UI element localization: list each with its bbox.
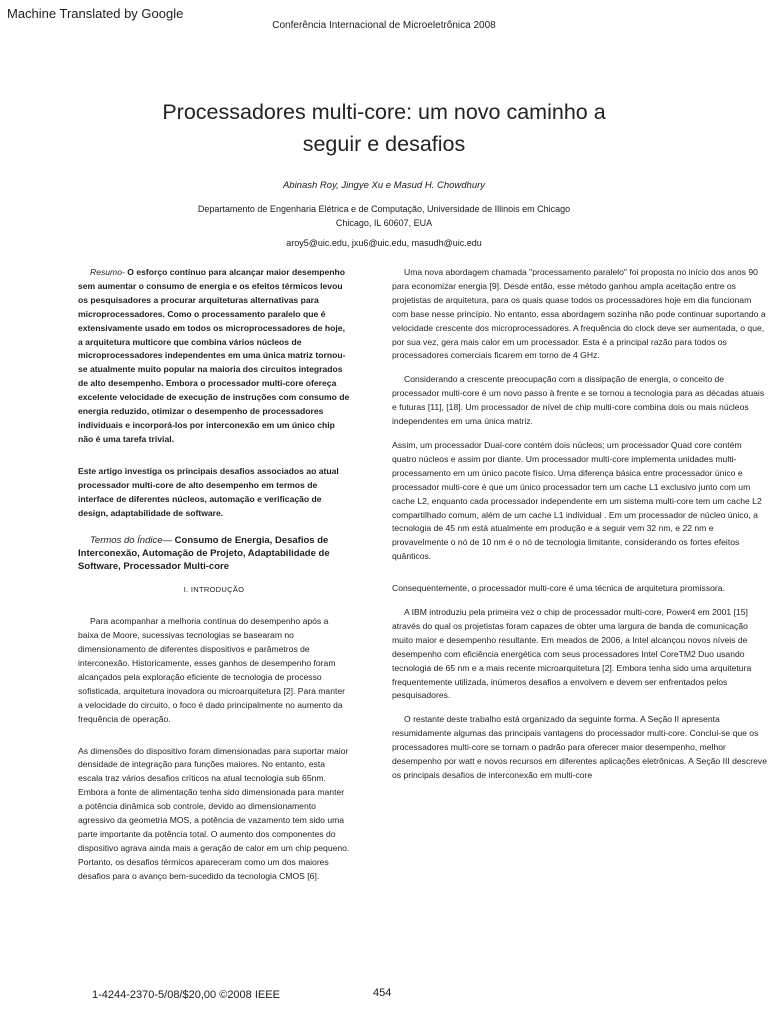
index-terms [78, 534, 350, 573]
paper-title-line-2: seguir e desafios [302, 132, 466, 156]
abstract-text: O esforço contínuo para alcançar maior desempenho sem aumentar o consumo de energia e os efeitos térmicos levou os pesquisadores a procurar arquiteturas alternativas para microprocessadores. Como o processamento paralelo que é extensivamente usado em todos os microprocessadores de hoje, a arquitetura multicore que combina vários núcleos de microprocessadores independentes em uma única matriz tornou-se atualmente muito popular na maioria dos circuitos integrados de alto desempenho. Embora o processador multi-core ofereça excelente velocidade de execução de instruções com consumo de energia reduzido, otimizar o desempenho de processadores individuais e incorporá-los por interconexão em um único chip não é uma tarefa trivial. [78, 267, 350, 444]
body-paragraph: Uma nova abordagem chamada "processamento paralelo" foi proposta no início dos anos 90 para economizar energia [9]. Desde então, esse método ganhou ampla aceitação entre os projetistas de arquitetura, para os quais quase todos os processadores hoje em dia funcionam com base nesse princípio. No entanto, essa abordagem sozinha não pode continuar suportando a velocidade crescente dos microprocessadores. A frequência do clock deve ser aumentada, o que, por sua vez, gera mais calor em um processador. Esta é a principal razão para todos os processadores comerciais ficarem em torno de 4 GHz. [392, 267, 766, 361]
affiliation-line-2: Chicago, IL 60607, EUA [335, 218, 433, 228]
paper-title-line-1: Processadores multi-core: um novo caminho a [162, 100, 606, 124]
index-terms-label: Termos do Índice— [90, 535, 173, 547]
affiliation [0, 202, 768, 230]
body-paragraph: O restante deste trabalho está organizado da seguinte forma. A Seção II apresenta resumidamente algumas das principais vantagens do processador multi-core. Conclui-se que os processadores multi-core se tornam o padrão para oferecer maior desempenho, melhor desempenho por watt e novos recursos em diferentes aplicações eletrônicas. A Seção III descreve os principais desafios de interconexão em multi-core [392, 714, 767, 780]
abstract-label: Resumo- [90, 267, 125, 277]
intro-paragraph: As dimensões do dispositivo foram dimensionadas para suportar maior densidade de integração para funções maiores. No entanto, esta escala traz vários desafios críticos na atual tecnologia sub 65nm. Embora a fonte de alimentação tenha sido dimensionada para manter a potência dinâmica sob controle, devido ao dimensionamento agressivo da geometria MOS, a potência de vazamento tem sido uma parte importante da potência total. O aumento dos componentes do dispositivo agrava ainda mais a geração de calor em um chip pequeno. Portanto, os desafios térmicos apareceram como um dos maiores desafios para o avanço bem-sucedido da tecnologia CMOS [6]. [78, 745, 350, 881]
conference-header: Conferência Internacional de Microeletrônica 2008 [272, 20, 496, 31]
body-paragraph: A IBM introduziu pela primeira vez o chip de processador multi-core, Power4 em 2001 [15] através do qual os projetistas foram capazes de obter uma largura de banda de comunicação muito maior e desempenho resultante. Em meados de 2006, a Intel alcançou novos níveis de desempenho com eficiência energética com seus processadores Intel CoreTM2 Duo usando tecnologia de 65 nm e a mais recente microarquitetura [2]. Embora tenha sido uma arquitetura frequentemente utilizada, inúmeros desafios a envolvem e devem ser enfrentados pelos pesquisadores. [392, 607, 752, 701]
abstract [78, 266, 350, 447]
section-heading-introduction: I. INTRODUÇÃO [183, 585, 245, 595]
author-emails: aroy5@uic.edu, jxu6@uic.edu, masudh@uic.edu [286, 238, 482, 248]
body-paragraph: Consequentemente, o processador multi-core é uma técnica de arquitetura promissora. [392, 583, 725, 594]
body-paragraph: Considerando a crescente preocupação com a dissipação de energia, o conceito de processador multi-core é um novo passo à frente e se tornou a tecnologia para as décadas atuais e futuras [11], [18]. Um processador de nível de chip multi-core combina dois ou mais núcleos independentes em uma única matriz. [392, 374, 765, 427]
left-column [78, 266, 350, 894]
right-column [392, 266, 768, 793]
paper-title [60, 96, 708, 160]
page-number: 454 [373, 987, 392, 999]
index-terms-text: Consumo de Energia, Desafios de Interconexão, Automação de Projeto, Adaptabilidade de Software, Processador Multi-core [78, 535, 330, 573]
authors: Abinash Roy, Jingye Xu e Masud H. Chowdhury [282, 180, 486, 191]
copyright-footer: 1-4244-2370-5/08/$20,00 ©2008 IEEE [92, 989, 280, 1001]
machine-translation-banner: Machine Translated by Google [7, 6, 184, 21]
body-paragraph: Assim, um processador Dual-core contém dois núcleos; um processador Quad core contém quatro núcleos e assim por diante. Um processador multi-core implementa unidades multi-processamento em um único pacote físico. Uma diferença básica entre processador único e processador multi-core é que um único processador tem um cache L1 exclusivo junto com um cache L2, enquanto cada processador independente em um sistema multi-core tem um cache L2 compartilhado comum, além de um cache L1 individual . Em um processador de núcleo único, a tecnologia de 45 nm está atualmente em produção e a seguir vem 32 nm, e 22 nm e provavelmente o nó de 10 nm é o nó de tecnologia limitante, considerando os fortes efeitos quânticos. [392, 439, 762, 562]
intro-paragraph: Para acompanhar a melhoria contínua do desempenho após a baixa de Moore, sucessivas tecnologias se basearam no dimensionamento de diferentes dispositivos e parâmetros de interconexão. Historicamente, esses ganhos de desempenho foram alcançados pela exploração eficiente de tecnologia de processo sofisticada, arquitetura inovadora ou microarquitetura [2]. Para manter a velocidade do circuito, o foco é dado principalmente no aumento da frequência de operação. [78, 616, 346, 724]
abstract-paragraph-2: Este artigo investiga os principais desafios associados ao atual processador multi-core de alto desempenho em termos de interface de diferentes núcleos, automação e verificação de design, adaptabilidade de software. [78, 465, 339, 518]
affiliation-line-1: Departamento de Engenharia Elétrica e de Computação, Universidade de Illinois em Chicago [197, 204, 571, 214]
